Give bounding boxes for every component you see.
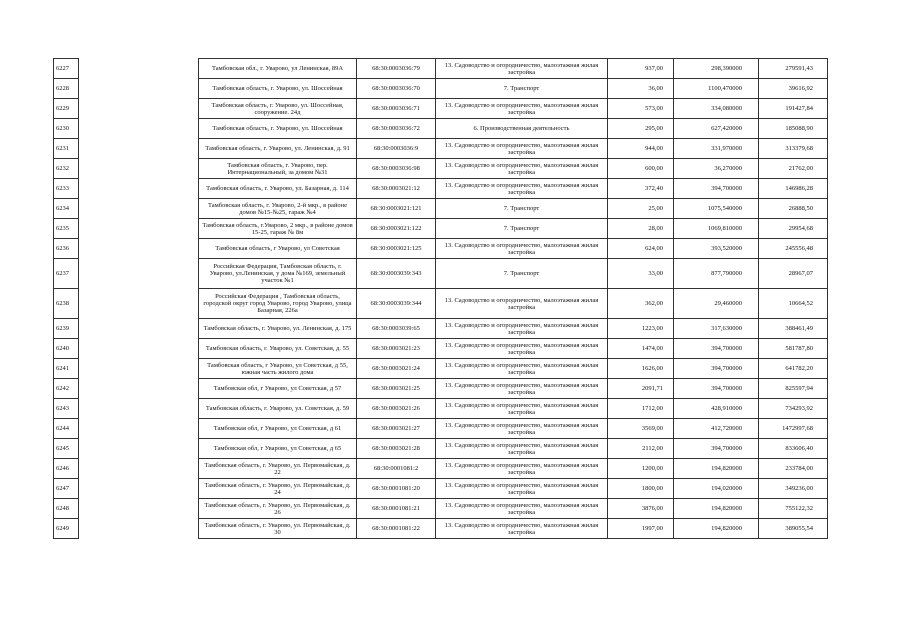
- row-number-cell: 6233: [54, 179, 79, 199]
- cadastral-value-cell: 233784,00: [759, 459, 828, 479]
- cadastral-value-cell: 389055,54: [759, 519, 828, 539]
- row-number-cell: 6246: [54, 459, 79, 479]
- cadastral-number-cell: 68:30:0003021:12: [357, 179, 436, 199]
- row-number: [54, 79, 79, 99]
- area-cell: 372,40: [608, 179, 674, 199]
- cadastral-number-cell: 68:30:0003021:24: [357, 359, 436, 379]
- rate-cell: 334,080000: [674, 99, 759, 119]
- row-number: [54, 459, 79, 479]
- rate-cell: 331,970000: [674, 139, 759, 159]
- land-use-cell: 13. Садоводство и огородничество, малоэтажная жилая застройка: [436, 379, 608, 399]
- cadastral-value-cell: 10664,52: [759, 289, 828, 319]
- row-number-cell: 6237: [54, 259, 79, 289]
- table-row: [199, 339, 828, 359]
- row-number: [54, 379, 79, 399]
- cadastral-number-cell: 68:30:0003039:344: [357, 289, 436, 319]
- row-number-cell: 6230: [54, 119, 79, 139]
- rate-cell: 394,700000: [674, 379, 759, 399]
- address-cell: Тамбовская обл, г Уварово, ул Советская, д 57: [199, 379, 357, 399]
- cadastral-number-cell: 68:30:0003039:65: [357, 319, 436, 339]
- land-use-cell: 13. Садоводство и огородничество, малоэтажная жилая застройка: [436, 459, 608, 479]
- land-use-cell: 13. Садоводство и огородничество, малоэтажная жилая застройка: [436, 479, 608, 499]
- area-cell: 944,00: [608, 139, 674, 159]
- rate-cell: 394,700000: [674, 339, 759, 359]
- table-row: [199, 199, 828, 219]
- row-number: [54, 159, 79, 179]
- cadastral-value-cell: 641782,20: [759, 359, 828, 379]
- address-cell: Тамбовская область, г. Уварово, ул. Первомайская, д. 22: [199, 459, 357, 479]
- row-number-cell: 6236: [54, 239, 79, 259]
- cadastral-number-cell: 68:30:0003021:27: [357, 419, 436, 439]
- row-number: [54, 499, 79, 519]
- address-cell: Тамбовская область, г. Уварово, ул. Базарная, д. 114: [199, 179, 357, 199]
- cadastral-value-cell: 26888,50: [759, 199, 828, 219]
- area-cell: 573,00: [608, 99, 674, 119]
- rate-cell: 627,420000: [674, 119, 759, 139]
- area-cell: 1200,00: [608, 459, 674, 479]
- rate-cell: 317,630000: [674, 319, 759, 339]
- rate-cell: 298,390000: [674, 59, 759, 79]
- cadastral-value-cell: 581787,80: [759, 339, 828, 359]
- table-row: [199, 419, 828, 439]
- row-number: [54, 239, 79, 259]
- land-use-cell: 6. Производственная деятельность: [436, 119, 608, 139]
- table-row: [199, 259, 828, 289]
- rate-cell: 194,820000: [674, 499, 759, 519]
- row-number-cell: 6240: [54, 339, 79, 359]
- area-cell: 1474,00: [608, 339, 674, 359]
- table-row: [199, 79, 828, 99]
- land-use-cell: 13. Садоводство и огородничество, малоэтажная жилая застройка: [436, 179, 608, 199]
- cadastral-number-cell: 68:30:0003021:26: [357, 399, 436, 419]
- cadastral-value-cell: 39616,92: [759, 79, 828, 99]
- address-cell: Тамбовская область, г.Уварово, 2 мкр., в районе домов 15-25, гараж № 8м: [199, 219, 357, 239]
- address-cell: Тамбовская область, г Уварово, ул Советская: [199, 239, 357, 259]
- cadastral-value-cell: 21762,00: [759, 159, 828, 179]
- rate-cell: 29,460000: [674, 289, 759, 319]
- land-use-cell: 13. Садоводство и огородничество, малоэтажная жилая застройка: [436, 519, 608, 539]
- row-number-cell: 6232: [54, 159, 79, 179]
- area-cell: 3569,00: [608, 419, 674, 439]
- address-cell: Тамбовская область, г. Уварово, ул. Ленинская, д. 91: [199, 139, 357, 159]
- row-number: [54, 419, 79, 439]
- table-row: [199, 179, 828, 199]
- land-use-cell: 7. Транспорт: [436, 199, 608, 219]
- area-cell: 937,00: [608, 59, 674, 79]
- cadastral-value-cell: 833606,40: [759, 439, 828, 459]
- land-use-cell: 13. Садоводство и огородничество, малоэтажная жилая застройка: [436, 239, 608, 259]
- cadastral-value-cell: 245556,48: [759, 239, 828, 259]
- rate-cell: 194,820000: [674, 459, 759, 479]
- cadastral-number-cell: 68:30:0001081:2: [357, 459, 436, 479]
- row-number-cell: 6249: [54, 519, 79, 539]
- cadastral-number-cell: 68:30:0003039:343: [357, 259, 436, 289]
- cadastral-number-cell: 68:30:0003021:23: [357, 339, 436, 359]
- rate-cell: 412,720000: [674, 419, 759, 439]
- cadastral-value-cell: 388461,49: [759, 319, 828, 339]
- rate-cell: 1075,540000: [674, 199, 759, 219]
- row-number-cell: 6244: [54, 419, 79, 439]
- address-cell: Тамбовская область, г Уварово, ул Советская, д 55, южная часть жилого дома: [199, 359, 357, 379]
- table-row: [199, 439, 828, 459]
- rate-cell: 394,700000: [674, 179, 759, 199]
- area-cell: 36,00: [608, 79, 674, 99]
- row-number: [54, 219, 79, 239]
- land-use-cell: 13. Садоводство и огородничество, малоэтажная жилая застройка: [436, 399, 608, 419]
- land-use-cell: 13. Садоводство и огородничество, малоэтажная жилая застройка: [436, 339, 608, 359]
- table-row: [199, 119, 828, 139]
- area-cell: 28,00: [608, 219, 674, 239]
- row-number-column: [53, 58, 79, 539]
- land-use-cell: 13. Садоводство и огородничество, малоэтажная жилая застройка: [436, 59, 608, 79]
- row-number-cell: 6248: [54, 499, 79, 519]
- address-cell: Тамбовская область, г. Уварово, ул. Советская, д. 55: [199, 339, 357, 359]
- area-cell: 362,00: [608, 289, 674, 319]
- row-number-cell: 6241: [54, 359, 79, 379]
- area-cell: 33,00: [608, 259, 674, 289]
- row-number: [54, 139, 79, 159]
- cadastral-value-cell: 313379,68: [759, 139, 828, 159]
- cadastral-number-cell: 68:30:0003021:125: [357, 239, 436, 259]
- rate-cell: 394,700000: [674, 359, 759, 379]
- table-row: [199, 139, 828, 159]
- table-row: [199, 479, 828, 499]
- row-number: [54, 319, 79, 339]
- row-number: [54, 99, 79, 119]
- rate-cell: 1069,810000: [674, 219, 759, 239]
- area-cell: 624,00: [608, 239, 674, 259]
- rate-cell: 194,020000: [674, 479, 759, 499]
- row-number: [54, 59, 79, 79]
- table-row: [199, 359, 828, 379]
- address-cell: Тамбовская область, г. Уварово, ул. Шоссейная: [199, 119, 357, 139]
- land-plots-table: [198, 58, 828, 539]
- land-use-cell: 13. Садоводство и огородничество, малоэтажная жилая застройка: [436, 499, 608, 519]
- cadastral-number-cell: 68:30:0003021:25: [357, 379, 436, 399]
- cadastral-number-cell: 68:30:0003021:122: [357, 219, 436, 239]
- row-number: [54, 479, 79, 499]
- table-row: [199, 459, 828, 479]
- row-number: [54, 359, 79, 379]
- cadastral-value-cell: 825597,94: [759, 379, 828, 399]
- address-cell: Тамбовская область, г. Уварово, ул. Советская, д. 59: [199, 399, 357, 419]
- area-cell: 1800,00: [608, 479, 674, 499]
- row-number: [54, 289, 79, 319]
- land-use-cell: 7. Транспорт: [436, 79, 608, 99]
- cadastral-value-cell: 146986,28: [759, 179, 828, 199]
- cadastral-value-cell: 734293,92: [759, 399, 828, 419]
- row-number: [54, 199, 79, 219]
- address-cell: Тамбовская область, г. Уварово, ул. Первомайская, д. 30: [199, 519, 357, 539]
- cadastral-number-cell: 68:30:0003036:98: [357, 159, 436, 179]
- cadastral-value-cell: 28967,07: [759, 259, 828, 289]
- row-number-cell: 6247: [54, 479, 79, 499]
- rate-cell: 1100,470000: [674, 79, 759, 99]
- row-number-cell: 6231: [54, 139, 79, 159]
- cadastral-number-cell: 68:30:0003036:71: [357, 99, 436, 119]
- cadastral-number-cell: 68:30:0001081:21: [357, 499, 436, 519]
- cadastral-value-cell: 279591,43: [759, 59, 828, 79]
- table-row: [199, 399, 828, 419]
- area-cell: 1997,00: [608, 519, 674, 539]
- row-number: [54, 259, 79, 289]
- land-use-cell: 13. Садоводство и огородничество, малоэтажная жилая застройка: [436, 319, 608, 339]
- land-use-cell: 13. Садоводство и огородничество, малоэтажная жилая застройка: [436, 359, 608, 379]
- land-use-cell: 13. Садоводство и огородничество, малоэтажная жилая застройка: [436, 99, 608, 119]
- rate-cell: 428,910000: [674, 399, 759, 419]
- address-cell: Российская Федерация , Тамбовская область, городской округ город Уварово, город Уварово, улица Базарная, 226а: [199, 289, 357, 319]
- row-number-cell: 6228: [54, 79, 79, 99]
- rate-cell: 394,700000: [674, 439, 759, 459]
- land-use-cell: 7. Транспорт: [436, 259, 608, 289]
- cadastral-number-cell: 68:30:0003021:28: [357, 439, 436, 459]
- address-cell: Тамбовская область, г. Уварово, 2-й мкр., в районе домов №15-№25, гараж №4: [199, 199, 357, 219]
- address-cell: Тамбовская область, г. Уварово, ул. Первомайская, д. 24: [199, 479, 357, 499]
- row-number-cell: 6243: [54, 399, 79, 419]
- address-cell: Российская Федерация, Тамбовская область, г. Уварово, ул.Ленинская, у дома №169, земельный участок №1: [199, 259, 357, 289]
- address-cell: Тамбовская область, г. Уварово, пер. Интернациональный, за домом №31: [199, 159, 357, 179]
- row-number-cell: 6242: [54, 379, 79, 399]
- row-number-cell: 6238: [54, 289, 79, 319]
- area-cell: 2091,71: [608, 379, 674, 399]
- cadastral-number-cell: 68:30:0003036:70: [357, 79, 436, 99]
- land-use-cell: 13. Садоводство и огородничество, малоэтажная жилая застройка: [436, 159, 608, 179]
- rate-cell: 194,820000: [674, 519, 759, 539]
- area-cell: 600,00: [608, 159, 674, 179]
- cadastral-value-cell: 349236,00: [759, 479, 828, 499]
- cadastral-number-cell: 68:30:0003036:79: [357, 59, 436, 79]
- cadastral-number-cell: 68:30:0001081:22: [357, 519, 436, 539]
- cadastral-value-cell: 185088,90: [759, 119, 828, 139]
- address-cell: Тамбовская обл, г Уварово, ул Советская, д 65: [199, 439, 357, 459]
- cadastral-value-cell: 191427,84: [759, 99, 828, 119]
- table-row: [199, 289, 828, 319]
- row-number-cell: 6234: [54, 199, 79, 219]
- address-cell: Тамбовская область, г. Уварово, ул. Первомайская, д. 26: [199, 499, 357, 519]
- row-number: [54, 179, 79, 199]
- cadastral-number-cell: 68:30:0001081:20: [357, 479, 436, 499]
- cadastral-number-cell: 68:30:0003036:9: [357, 139, 436, 159]
- row-number-cell: 6235: [54, 219, 79, 239]
- address-cell: Тамбовская обл., г. Уварово, ул Ленинская, 89А: [199, 59, 357, 79]
- address-cell: Тамбовская область, г. Уварово, ул. Шоссейная: [199, 79, 357, 99]
- rate-cell: 877,790000: [674, 259, 759, 289]
- area-cell: 1223,00: [608, 319, 674, 339]
- row-number: [54, 339, 79, 359]
- table-row: [199, 379, 828, 399]
- row-number: [54, 119, 79, 139]
- cadastral-number-cell: 68:30:0003036:72: [357, 119, 436, 139]
- row-number: [54, 519, 79, 539]
- land-use-cell: 13. Садоводство и огородничество, малоэтажная жилая застройка: [436, 439, 608, 459]
- land-use-cell: 13. Садоводство и огородничество, малоэтажная жилая застройка: [436, 139, 608, 159]
- area-cell: 2112,00: [608, 439, 674, 459]
- table-row: [199, 519, 828, 539]
- area-cell: 25,00: [608, 199, 674, 219]
- land-use-cell: 13. Садоводство и огородничество, малоэтажная жилая застройка: [436, 289, 608, 319]
- row-number-cell: 6239: [54, 319, 79, 339]
- row-number: [54, 399, 79, 419]
- cadastral-number-cell: 68:30:0003021:121: [357, 199, 436, 219]
- rate-cell: 36,270000: [674, 159, 759, 179]
- land-use-cell: 7. Транспорт: [436, 219, 608, 239]
- table-row: [199, 239, 828, 259]
- land-use-cell: 13. Садоводство и огородничество, малоэтажная жилая застройка: [436, 419, 608, 439]
- row-number-cell: 6227: [54, 59, 79, 79]
- table-row: [199, 219, 828, 239]
- area-cell: 3876,00: [608, 499, 674, 519]
- table-row: [199, 319, 828, 339]
- cadastral-value-cell: 1472997,68: [759, 419, 828, 439]
- rate-cell: 393,520000: [674, 239, 759, 259]
- table-row: [199, 499, 828, 519]
- table-row: [199, 59, 828, 79]
- cadastral-value-cell: 29954,68: [759, 219, 828, 239]
- table-row: [199, 99, 828, 119]
- row-number: [54, 439, 79, 459]
- row-number-cell: 6229: [54, 99, 79, 119]
- area-cell: 295,00: [608, 119, 674, 139]
- cadastral-value-cell: 755122,32: [759, 499, 828, 519]
- area-cell: 1712,00: [608, 399, 674, 419]
- address-cell: Тамбовская обл, г Уварово, ул Советская, д 61: [199, 419, 357, 439]
- address-cell: Тамбовская область, г. Уварово, ул. Шоссейная, сооружение. 24д: [199, 99, 357, 119]
- address-cell: Тамбовская область, г. Уварово, ул. Ленинская, д. 175: [199, 319, 357, 339]
- table-row: [199, 159, 828, 179]
- area-cell: 1626,00: [608, 359, 674, 379]
- row-number-cell: 6245: [54, 439, 79, 459]
